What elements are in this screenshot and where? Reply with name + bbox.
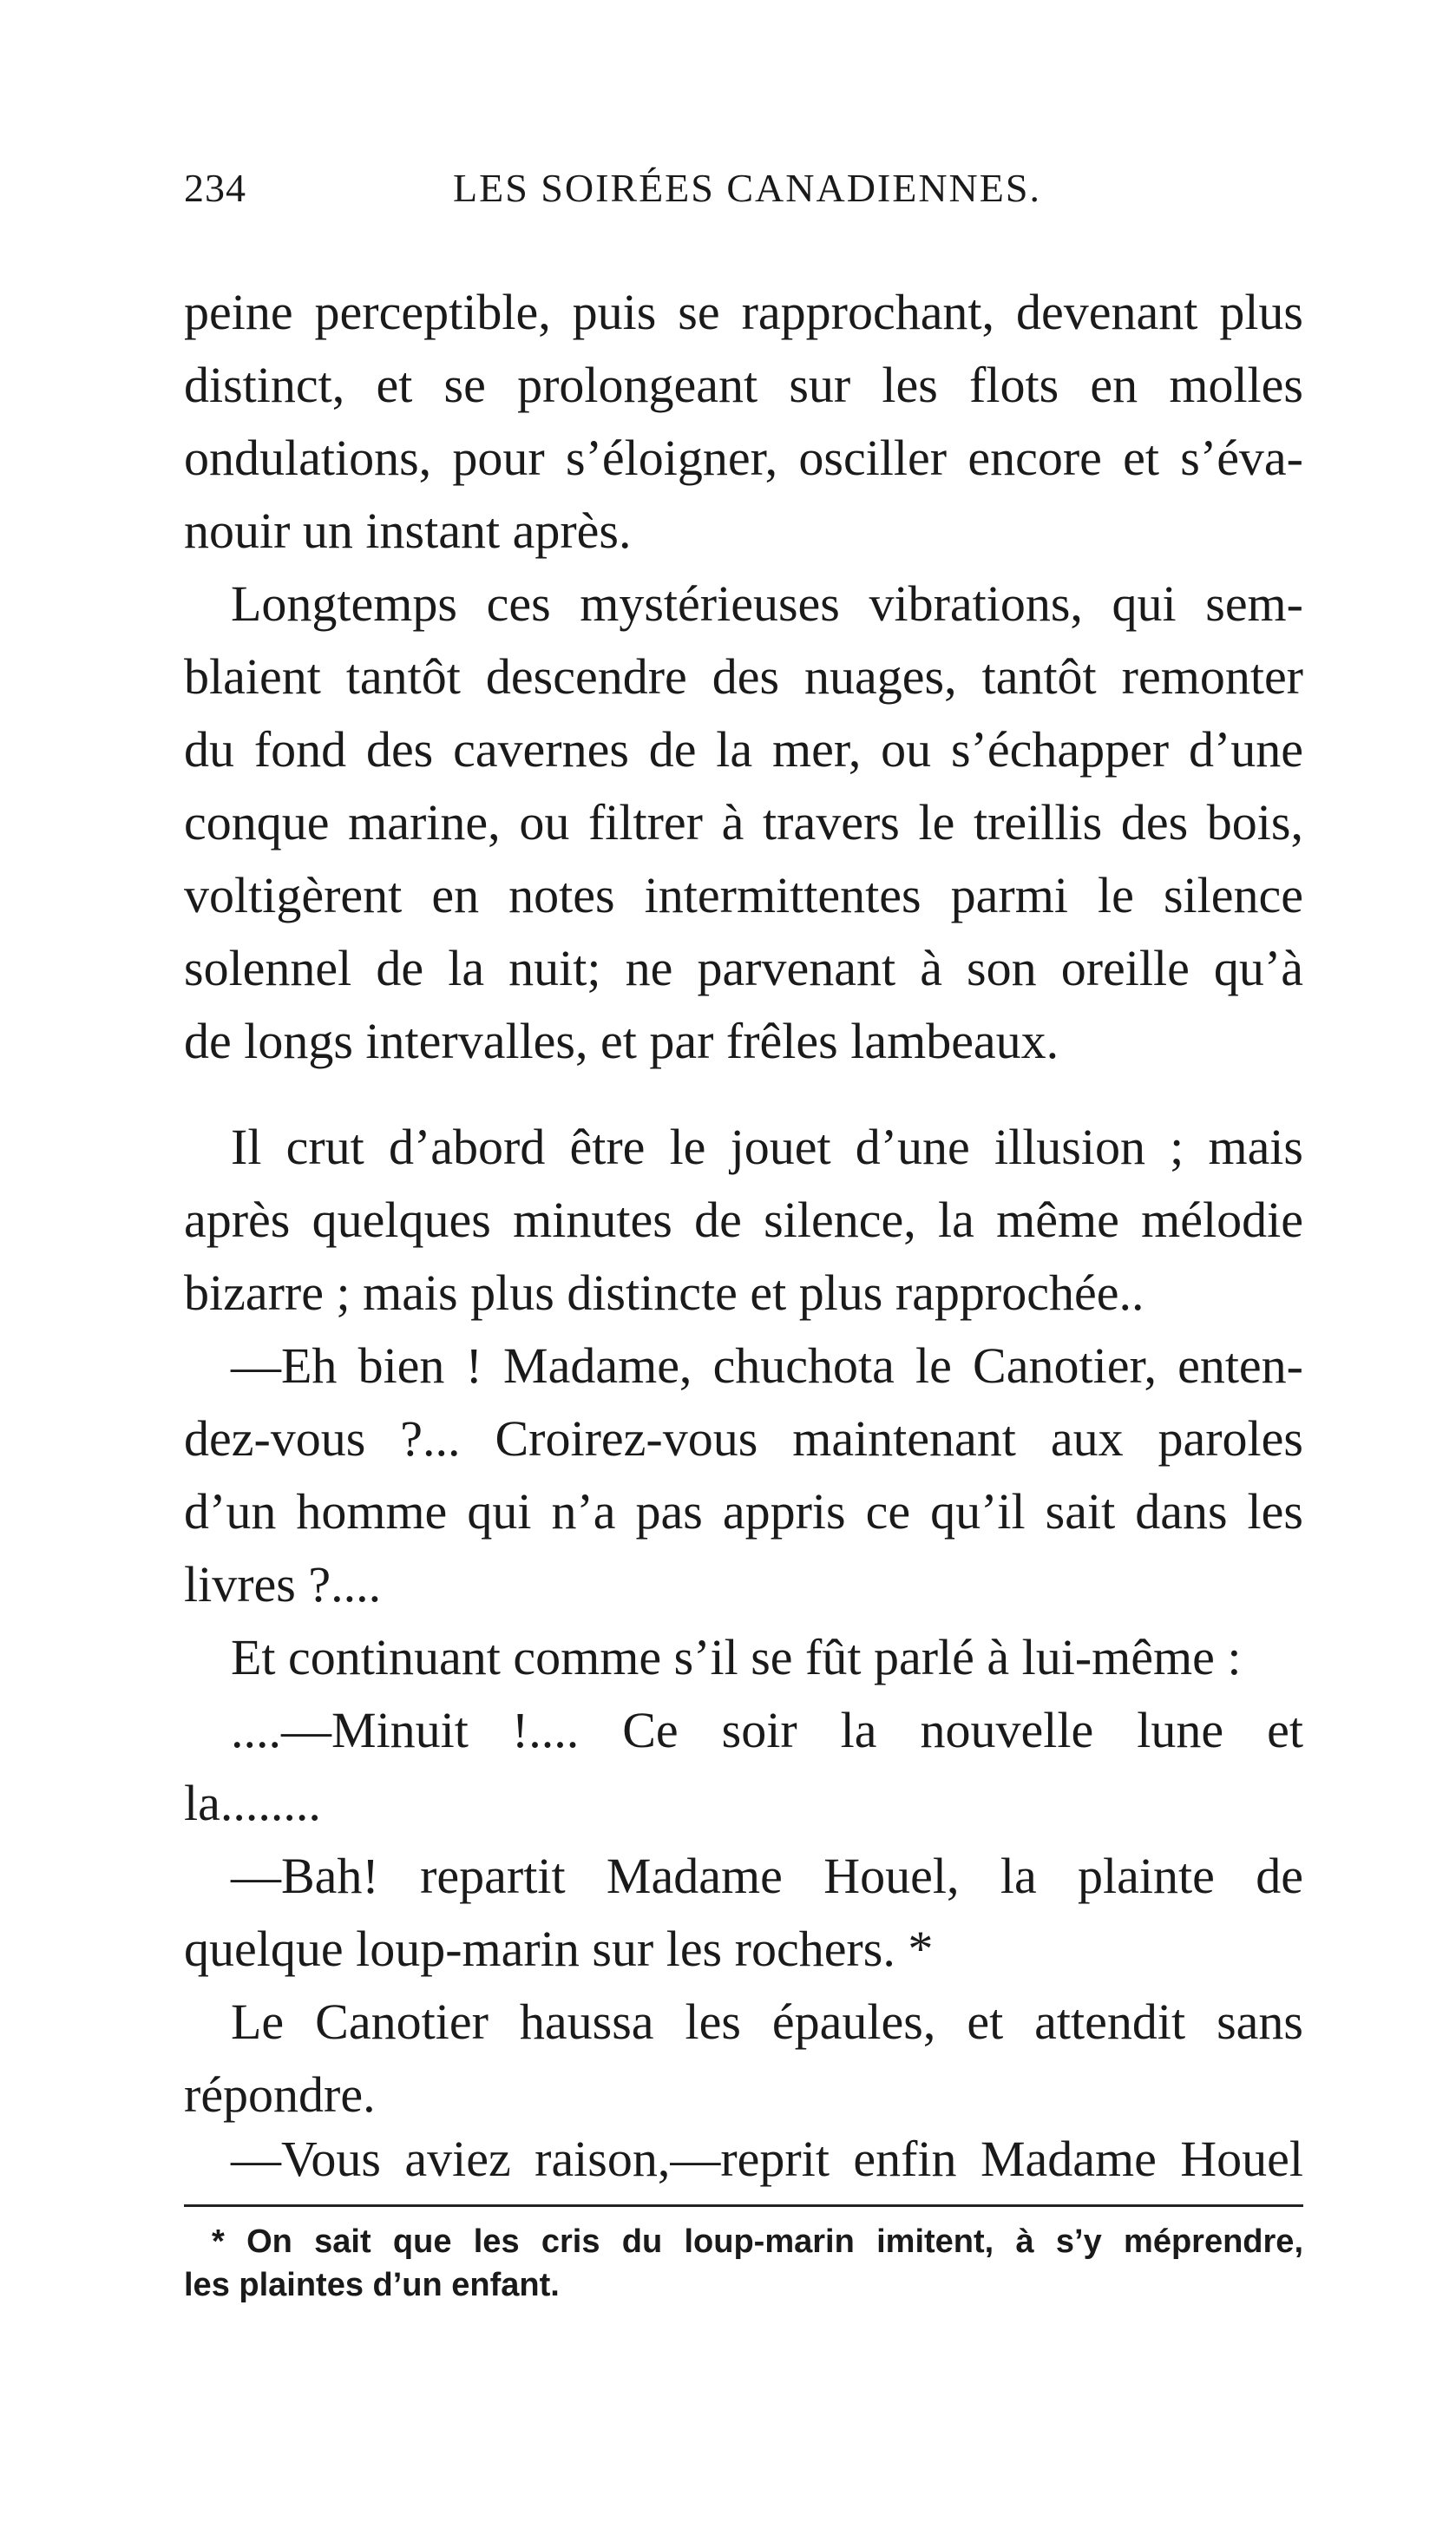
body-line: blaient tantôt descendre des nuages, tantôt remonter [184, 648, 1303, 705]
body-line: de longs intervalles, et par frêles lambeaux. [184, 1013, 1059, 1069]
body-line: distinct, et se prolongeant sur les flots en molles [184, 357, 1303, 413]
body-line: conque marine, ou filtrer à travers le treillis des bois, [184, 794, 1303, 851]
running-head [184, 165, 1303, 217]
body-line: Le Canotier haussa les épaules, et attendit sans [231, 1993, 1303, 2050]
footnote-line: * On sait que les cris du loup-marin imitent, à s’y méprendre, [212, 2223, 1303, 2260]
body-line: répondre. [184, 2066, 376, 2123]
body-line: d’un homme qui n’a pas appris ce qu’il sait dans les [184, 1483, 1303, 1540]
body-line: Et continuant comme s’il se fût parlé à lui-même : [231, 1629, 1242, 1685]
body-line: ondulations, pour s’éloigner, osciller encore et s’éva- [184, 430, 1303, 486]
body-line: après quelques minutes de silence, la même mélodie [184, 1192, 1303, 1248]
body-line: —Bah! repartit Madame Houel, la plainte de [231, 1848, 1303, 1904]
body-line: —Vous aviez raison,—reprit enfin Madame Houel [231, 2131, 1303, 2187]
body-line: du fond des cavernes de la mer, ou s’échapper d’une [184, 721, 1303, 778]
running-title: LES SOIRÉES CANADIENNES. [453, 166, 1041, 210]
body-line: dez-vous ?... Croirez-vous maintenant aux paroles [184, 1410, 1303, 1467]
body-line: Il crut d’abord être le jouet d’une illusion ; mais [231, 1119, 1303, 1175]
page-number: 234 [184, 166, 246, 210]
body-line: voltigèrent en notes intermittentes parmi le silence [184, 867, 1303, 923]
body-line: nouir un instant après. [184, 502, 632, 559]
body-line: Longtemps ces mystérieuses vibrations, qui sem- [231, 575, 1303, 632]
body-line: quelque loup-marin sur les rochers. * [184, 1921, 934, 1977]
footnote-rule [184, 2204, 1303, 2207]
body-line: —Eh bien ! Madame, chuchota le Canotier, enten- [231, 1337, 1303, 1394]
body-line: solennel de la nuit; ne parvenant à son oreille qu’à [184, 940, 1303, 996]
body-line: la........ [184, 1775, 321, 1831]
footnote-line: les plaintes d’un enfant. [184, 2267, 560, 2303]
body-line: peine perceptible, puis se rapprochant, devenant plus [184, 284, 1303, 340]
body-line: ....—Minuit !.... Ce soir la nouvelle lune et [231, 1702, 1303, 1758]
body-line: livres ?.... [184, 1556, 382, 1612]
body-line: bizarre ; mais plus distincte et plus rapprochée.. [184, 1264, 1144, 1321]
